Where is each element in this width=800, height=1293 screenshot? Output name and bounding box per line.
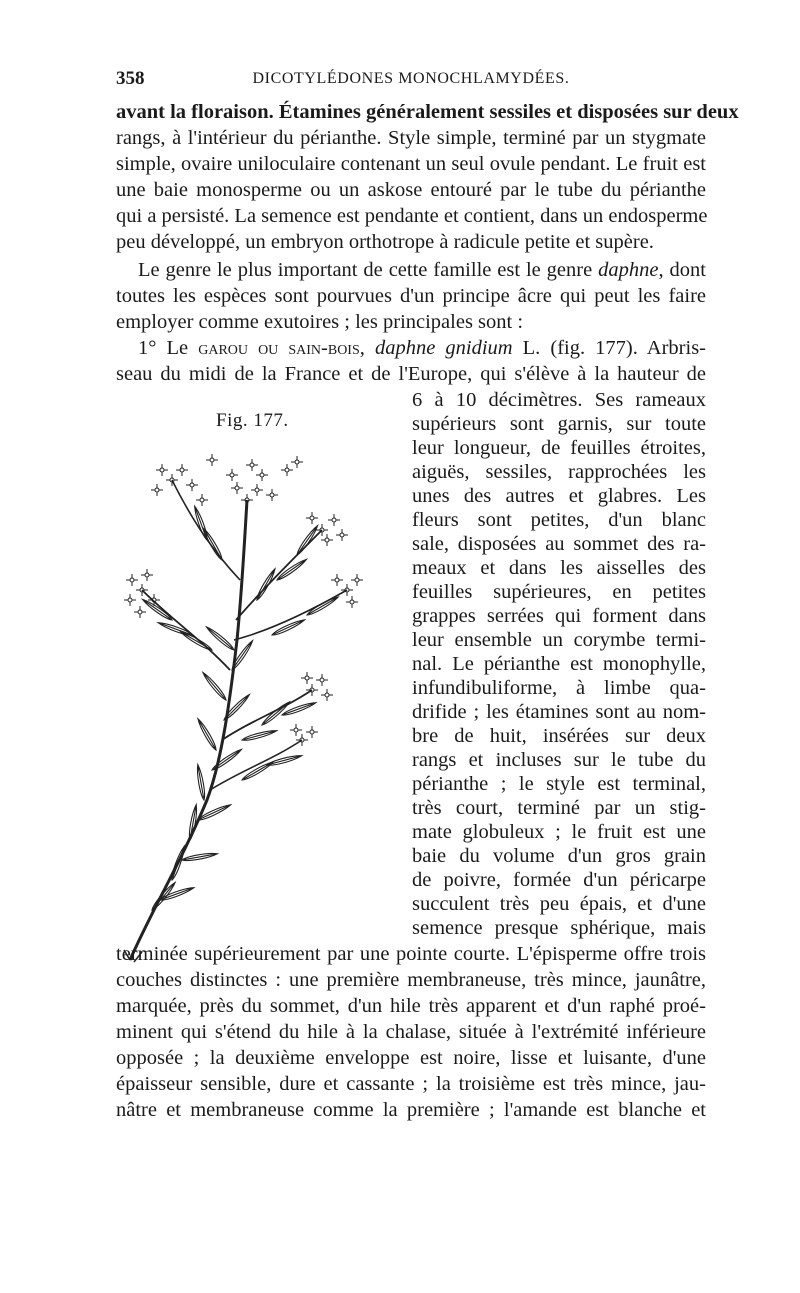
text-line: feuilles supérieures, en petites (412, 581, 706, 603)
text-line: rangs, à l'intérieur du périanthe. Style simple, terminé par un stygmate (116, 127, 706, 149)
text-span: , dont (658, 259, 706, 281)
text-span: Le genre le plus important de cette famille est le genre (138, 259, 599, 281)
text-line: épaisseur sensible, dure et cassante ; la troisième est très mince, jau- (116, 1073, 706, 1095)
plant-illustration (112, 440, 372, 970)
text-line: couches distinctes : une première membraneuse, très mince, jaunâtre, (116, 969, 706, 991)
text-line (138, 256, 706, 284)
text-line: une baie monosperme ou un askose entouré par le tube du périanthe (116, 179, 706, 201)
text-line: bre de huit, insérées sur deux (412, 725, 706, 747)
text-line: opposée ; la deuxième enveloppe est noire, lisse et luisante, d'une (116, 1047, 706, 1069)
text-line: minent qui s'étend du hile à la chalase, située à l'extrémité inférieure (116, 1021, 706, 1043)
text-line: leur longueur, de feuilles étroites, (412, 437, 706, 459)
text-line: fleurs sont petites, d'un blanc (412, 509, 706, 531)
species-name: daphne gnidium (374, 337, 513, 359)
text-line: avant la floraison. Étamines généralement sessiles et disposées sur deux (116, 101, 739, 123)
text-line: simple, ovaire uniloculaire contenant un seul ovule pendant. Le fruit est (116, 153, 706, 175)
text-line: périanthe ; le style est terminal, (412, 773, 706, 795)
text-line: peu développé, un embryon orthotrope à radicule petite et supère. (116, 231, 654, 253)
genus-name: daphne (598, 259, 659, 281)
text-line: aiguës, sessiles, rapprochées les (412, 461, 706, 483)
text-line: qui a persisté. La semence est pendante et contient, dans un endosperme (116, 205, 708, 227)
text-line: nâtre et membraneuse comme la première ; l'amande est blanche et (116, 1099, 706, 1121)
text-span: , (359, 337, 375, 359)
text-line: employer comme exutoires ; les principales sont : (116, 311, 524, 333)
text-line: de poivre, formée d'un péricarpe (412, 869, 706, 891)
running-title: DICOTYLÉDONES MONOCHLAMYDÉES. (252, 70, 570, 87)
text-line: mate globuleux ; le fruit est une (412, 821, 706, 843)
text-line: unes des autres et glabres. Les (412, 485, 706, 507)
daphne-gnidium-branch-illustration (112, 440, 372, 970)
text-span: 1° Le (138, 337, 199, 359)
figure-caption: Fig. 177. (216, 410, 289, 431)
text-line: marquée, près du sommet, d'un hile très apparent et d'un raphé proé- (116, 995, 706, 1017)
text-line: grappes serrées qui forment dans (412, 605, 706, 627)
text-line: seau du midi de la France et de l'Europe, qui s'élève à la hauteur de (116, 363, 706, 385)
text-line: meaux et dans les aisselles des (412, 557, 706, 579)
text-line: toutes les espèces sont pourvues d'un principe âcre qui peut les faire (116, 285, 706, 307)
text-span: L. (fig. 177). Arbris- (512, 337, 707, 359)
text-line: semence presque sphérique, mais (412, 917, 706, 939)
text-line: leur ensemble un corymbe termi- (412, 629, 706, 651)
page-number: 358 (116, 68, 145, 89)
text-line: infundibuliforme, à limbe qua- (412, 677, 706, 699)
page-header (116, 68, 706, 98)
text-line: baie du volume d'un gros grain (412, 845, 706, 867)
text-line: terminée supérieurement par une pointe courte. L'épisperme offre trois (116, 943, 706, 965)
text-line: 6 à 10 décimètres. Ses rameaux (412, 389, 706, 411)
text-line: supérieurs sont garnis, sur toute (412, 413, 706, 435)
common-name: garou ou sain-bois (198, 337, 360, 359)
text-line: très court, terminé par un stig- (412, 797, 706, 819)
text-line (138, 334, 706, 362)
text-line: succulent très peu épais, et d'une (412, 893, 706, 915)
text-line: rangs et incluses sur le tube du (412, 749, 706, 771)
text-line: sale, disposées au sommet des ra- (412, 533, 706, 555)
text-line: nal. Le périanthe est monophylle, (412, 653, 706, 675)
text-line: drifide ; les étamines sont au nom- (412, 701, 706, 723)
